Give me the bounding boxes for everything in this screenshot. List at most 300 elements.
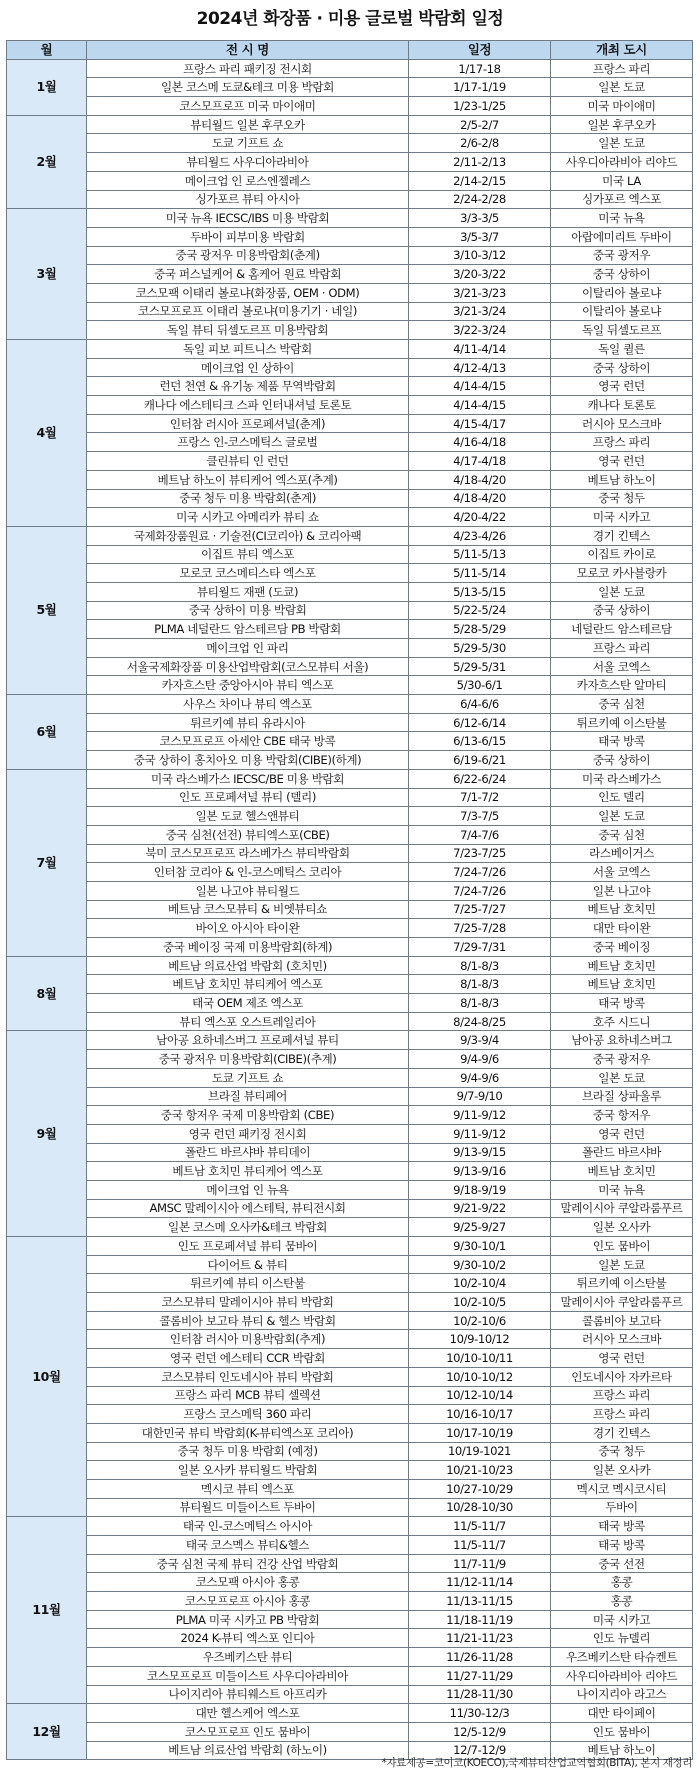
schedule-cell: 2/14-2/15 xyxy=(409,171,551,190)
schedule-cell: 4/23-4/26 xyxy=(409,526,551,545)
table-row xyxy=(7,657,693,676)
exhibition-name-cell: 독일 피보 피트니스 박람회 xyxy=(87,340,409,359)
table-row xyxy=(7,396,693,415)
schedule-cell: 5/30-6/1 xyxy=(409,676,551,695)
exhibition-name-cell: 중국 항저우 국제 미용박람회 (CBE) xyxy=(87,1106,409,1125)
city-cell: 사우디아라비아 리야드 xyxy=(551,1666,693,1685)
exhibition-name-cell: 중국 퍼스널케어 & 홈케어 원료 박람회 xyxy=(87,265,409,284)
exhibition-name-cell: 폴란드 바르샤바 뷰티데이 xyxy=(87,1143,409,1162)
table-row xyxy=(7,900,693,919)
exhibition-name-cell: 캐나다 에스테티크 스파 인터내셔널 토론토 xyxy=(87,396,409,415)
city-cell: 일본 도쿄 xyxy=(551,807,693,826)
table-row xyxy=(7,1629,693,1648)
city-cell: 카자흐스탄 알마티 xyxy=(551,676,693,695)
schedule-cell: 6/12-6/14 xyxy=(409,713,551,732)
city-cell: 독일 퀼른 xyxy=(551,340,693,359)
schedule-cell: 4/14-4/15 xyxy=(409,377,551,396)
schedule-cell: 7/29-7/31 xyxy=(409,938,551,957)
schedule-cell: 7/24-7/26 xyxy=(409,881,551,900)
city-cell: 프랑스 파리 xyxy=(551,59,693,78)
city-cell: 러시아 모스크바 xyxy=(551,414,693,433)
city-cell: 미국 LA xyxy=(551,171,693,190)
schedule-cell: 7/25-7/27 xyxy=(409,900,551,919)
city-cell: 모로코 카사블랑카 xyxy=(551,564,693,583)
table-row xyxy=(7,1124,693,1143)
table-row xyxy=(7,1106,693,1125)
month-cell: 7월 xyxy=(7,769,87,956)
schedule-cell: 11/30-12/3 xyxy=(409,1704,551,1723)
exhibition-name-cell: 대만 헬스케어 엑스포 xyxy=(87,1704,409,1723)
table-row xyxy=(7,377,693,396)
city-cell: 프랑스 파리 xyxy=(551,1386,693,1405)
schedule-cell: 10/2-10/4 xyxy=(409,1274,551,1293)
city-cell: 미국 시카고 xyxy=(551,1610,693,1629)
exhibition-name-cell: 코스모프로프 이태리 볼로냐(미용기기 · 네일) xyxy=(87,302,409,321)
exhibition-name-cell: 코스모프로프 미들이스트 사우디아라비아 xyxy=(87,1666,409,1685)
exhibition-name-cell: 코스모프로프 아세안 CBE 태국 방콕 xyxy=(87,732,409,751)
schedule-cell: 9/4-9/6 xyxy=(409,1068,551,1087)
exhibition-name-cell: 태국 OEM 제조 엑스포 xyxy=(87,994,409,1013)
table-row xyxy=(7,1648,693,1667)
city-cell: 콜롬비아 보고타 xyxy=(551,1311,693,1330)
city-cell: 멕시코 멕시코시티 xyxy=(551,1479,693,1498)
table-row xyxy=(7,358,693,377)
city-cell: 중국 항저우 xyxy=(551,1106,693,1125)
table-row xyxy=(7,545,693,564)
exhibition-name-cell: 영국 런던 에스테티 CCR 박람회 xyxy=(87,1349,409,1368)
exhibition-name-cell: 인터참 러시아 프로페셔널(춘계) xyxy=(87,414,409,433)
exhibition-name-cell: 도쿄 기프트 쇼 xyxy=(87,134,409,153)
exhibition-name-cell: 일본 오사카 뷰티월드 박람회 xyxy=(87,1461,409,1480)
city-cell: 베트남 하노이 xyxy=(551,1741,693,1760)
schedule-cell: 11/13-11/15 xyxy=(409,1592,551,1611)
schedule-cell: 2/24-2/28 xyxy=(409,190,551,209)
schedule-cell: 3/22-3/24 xyxy=(409,321,551,340)
city-cell: 베트남 호치민 xyxy=(551,975,693,994)
schedule-cell: 2/6-2/8 xyxy=(409,134,551,153)
schedule-cell: 4/15-4/17 xyxy=(409,414,551,433)
exhibition-name-cell: 북미 코스모프로프 라스베가스 뷰티박람회 xyxy=(87,844,409,863)
city-cell: 일본 도쿄 xyxy=(551,582,693,601)
month-cell: 4월 xyxy=(7,340,87,527)
schedule-cell: 1/17-1/19 xyxy=(409,78,551,97)
city-cell: 폴란드 바르샤바 xyxy=(551,1143,693,1162)
city-cell: 네덜란드 암스테르담 xyxy=(551,620,693,639)
table-row xyxy=(7,340,693,359)
table-row xyxy=(7,508,693,527)
city-cell: 호주 시드니 xyxy=(551,1012,693,1031)
table-row xyxy=(7,1068,693,1087)
exhibition-name-cell: 베트남 호치민 뷰티케어 엑스포 xyxy=(87,975,409,994)
month-cell: 1월 xyxy=(7,59,87,115)
table-row xyxy=(7,470,693,489)
table-row xyxy=(7,414,693,433)
exhibition-name-cell: 일본 코스메 오사카&테크 박람회 xyxy=(87,1218,409,1237)
table-row xyxy=(7,1722,693,1741)
schedule-cell: 11/5-11/7 xyxy=(409,1517,551,1536)
month-cell: 11월 xyxy=(7,1517,87,1704)
exhibition-name-cell: 중국 베이징 국제 미용박람회(하계) xyxy=(87,938,409,957)
schedule-cell: 2/11-2/13 xyxy=(409,153,551,172)
city-cell: 베트남 호치민 xyxy=(551,900,693,919)
city-cell: 미국 라스베가스 xyxy=(551,769,693,788)
table-row xyxy=(7,246,693,265)
exhibition-name-cell: 프랑스 파리 MCB 뷰티 셀렉션 xyxy=(87,1386,409,1405)
table-row xyxy=(7,881,693,900)
table-row xyxy=(7,1237,693,1256)
city-cell: 베트남 호치민 xyxy=(551,1162,693,1181)
exhibition-name-cell: 멕시코 뷰티 엑스포 xyxy=(87,1479,409,1498)
city-cell: 말레이시아 쿠알라룸푸르 xyxy=(551,1199,693,1218)
schedule-cell: 10/2-10/6 xyxy=(409,1311,551,1330)
exhibition-name-cell: 바이오 아시아 타이완 xyxy=(87,919,409,938)
city-cell: 영국 런던 xyxy=(551,452,693,471)
schedule-cell: 4/16-4/18 xyxy=(409,433,551,452)
table-row xyxy=(7,863,693,882)
table-row xyxy=(7,115,693,134)
schedule-cell: 11/5-11/7 xyxy=(409,1536,551,1555)
exhibition-name-cell: 미국 뉴욕 IECSC/IBS 미용 박람회 xyxy=(87,209,409,228)
schedule-cell: 6/4-6/6 xyxy=(409,695,551,714)
exhibition-name-cell: 런던 천연 & 유기농 제품 무역박람회 xyxy=(87,377,409,396)
city-cell: 일본 도쿄 xyxy=(551,1068,693,1087)
city-cell: 캐나다 토론토 xyxy=(551,396,693,415)
exhibition-name-cell: 브라질 뷰티페어 xyxy=(87,1087,409,1106)
table-row xyxy=(7,1349,693,1368)
table-row xyxy=(7,620,693,639)
table-row xyxy=(7,171,693,190)
table-row xyxy=(7,713,693,732)
city-cell: 인도 델리 xyxy=(551,788,693,807)
exhibition-name-cell: 남아공 요하네스버그 프로페셔널 뷰티 xyxy=(87,1031,409,1050)
table-row xyxy=(7,676,693,695)
table-row xyxy=(7,452,693,471)
city-cell: 경기 킨텍스 xyxy=(551,1423,693,1442)
table-row xyxy=(7,1386,693,1405)
schedule-cell: 8/1-8/3 xyxy=(409,975,551,994)
city-cell: 영국 런던 xyxy=(551,1124,693,1143)
city-cell: 이집트 카이로 xyxy=(551,545,693,564)
schedule-cell: 10/19-1021 xyxy=(409,1442,551,1461)
table-row xyxy=(7,59,693,78)
city-cell: 중국 심천 xyxy=(551,695,693,714)
city-cell: 아랍에미리트 두바이 xyxy=(551,227,693,246)
exhibition-name-cell: 코스모팩 아시아 홍콩 xyxy=(87,1573,409,1592)
exhibition-name-cell: 뷰티월드 미들이스트 두바이 xyxy=(87,1498,409,1517)
header-schedule: 일정 xyxy=(409,41,551,60)
exhibition-name-cell: 중국 상하이 미용 박람회 xyxy=(87,601,409,620)
exhibition-name-cell: 이집트 뷰티 엑스포 xyxy=(87,545,409,564)
schedule-cell: 4/11-4/14 xyxy=(409,340,551,359)
exhibition-name-cell: 메이크업 인 파리 xyxy=(87,639,409,658)
table-row xyxy=(7,1218,693,1237)
exhibition-name-cell: 뷰티월드 사우디아라비아 xyxy=(87,153,409,172)
city-cell: 브라질 상파울루 xyxy=(551,1087,693,1106)
schedule-cell: 11/28-11/30 xyxy=(409,1685,551,1704)
exhibition-name-cell: 중국 심천 국제 뷰티 건강 산업 박람회 xyxy=(87,1554,409,1573)
exhibition-name-cell: 사우스 차이나 뷰티 엑스포 xyxy=(87,695,409,714)
table-row xyxy=(7,1405,693,1424)
city-cell: 태국 방콕 xyxy=(551,994,693,1013)
exhibition-name-cell: 베트남 호치민 뷰티케어 엑스포 xyxy=(87,1162,409,1181)
table-row xyxy=(7,732,693,751)
exhibition-name-cell: 중국 청두 미용 박람회 (예정) xyxy=(87,1442,409,1461)
exhibition-name-cell: 우즈베키스탄 뷰티 xyxy=(87,1648,409,1667)
exhibition-name-cell: 인터참 코리아 & 인-코스메틱스 코리아 xyxy=(87,863,409,882)
city-cell: 우즈베키스탄 타슈켄트 xyxy=(551,1648,693,1667)
exhibition-name-cell: 일본 나고야 뷰티월드 xyxy=(87,881,409,900)
exhibition-name-cell: 중국 광저우 미용박람회(CIBE)(추계) xyxy=(87,1050,409,1069)
table-row xyxy=(7,1012,693,1031)
exhibition-name-cell: 인도 프로페셔널 뷰티 (델리) xyxy=(87,788,409,807)
schedule-cell: 3/3-3/5 xyxy=(409,209,551,228)
table-row xyxy=(7,1367,693,1386)
schedule-cell: 9/21-9/22 xyxy=(409,1199,551,1218)
city-cell: 경기 킨텍스 xyxy=(551,526,693,545)
schedule-cell: 11/7-11/9 xyxy=(409,1554,551,1573)
schedule-cell: 9/7-9/10 xyxy=(409,1087,551,1106)
city-cell: 인도 뉴델리 xyxy=(551,1629,693,1648)
exhibition-name-cell: 국제화장품원료 · 기술전(CI코리아) & 코리아팩 xyxy=(87,526,409,545)
schedule-cell: 11/26-11/28 xyxy=(409,1648,551,1667)
table-row xyxy=(7,78,693,97)
table-row xyxy=(7,564,693,583)
table-row xyxy=(7,938,693,957)
city-cell: 일본 오사카 xyxy=(551,1218,693,1237)
city-cell: 일본 후쿠오카 xyxy=(551,115,693,134)
table-row xyxy=(7,1330,693,1349)
city-cell: 싱가포르 엑스포 xyxy=(551,190,693,209)
schedule-cell: 5/11-5/13 xyxy=(409,545,551,564)
exhibition-name-cell: 다이어트 & 뷰티 xyxy=(87,1255,409,1274)
schedule-cell: 8/1-8/3 xyxy=(409,994,551,1013)
table-row xyxy=(7,283,693,302)
table-row xyxy=(7,97,693,116)
schedule-cell: 5/29-5/31 xyxy=(409,657,551,676)
city-cell: 중국 상하이 xyxy=(551,601,693,620)
schedule-cell: 12/7-12/9 xyxy=(409,1741,551,1760)
exhibition-name-cell: 인도 프로페셔널 뷰티 뭄바이 xyxy=(87,1237,409,1256)
city-cell: 남아공 요하네스버그 xyxy=(551,1031,693,1050)
schedule-cell: 10/10-10/12 xyxy=(409,1367,551,1386)
city-cell: 일본 나고야 xyxy=(551,881,693,900)
city-cell: 중국 선전 xyxy=(551,1554,693,1573)
exhibition-name-cell: 코스모뷰티 말레이시아 뷰티 박람회 xyxy=(87,1293,409,1312)
exhibition-name-cell: 인터참 러시아 미용박람회(추계) xyxy=(87,1330,409,1349)
city-cell: 중국 상하이 xyxy=(551,265,693,284)
month-cell: 2월 xyxy=(7,115,87,208)
schedule-cell: 1/23-1/25 xyxy=(409,97,551,116)
city-cell: 프랑스 파리 xyxy=(551,1405,693,1424)
table-row xyxy=(7,975,693,994)
table-row xyxy=(7,1704,693,1723)
schedule-cell: 9/13-9/15 xyxy=(409,1143,551,1162)
table-row xyxy=(7,844,693,863)
city-cell: 중국 청두 xyxy=(551,1442,693,1461)
table-row xyxy=(7,1517,693,1536)
header-month: 월 xyxy=(7,41,87,60)
exhibition-name-cell: 코스모프로프 미국 마이애미 xyxy=(87,97,409,116)
schedule-cell: 4/18-4/20 xyxy=(409,489,551,508)
month-cell: 3월 xyxy=(7,209,87,340)
table-row xyxy=(7,1461,693,1480)
table-row xyxy=(7,1685,693,1704)
exhibition-name-cell: 튀르키예 뷰티 이스탄불 xyxy=(87,1274,409,1293)
schedule-cell: 4/17-4/18 xyxy=(409,452,551,471)
table-row xyxy=(7,788,693,807)
exhibition-name-cell: 베트남 의료산업 박람회 (하노이) xyxy=(87,1741,409,1760)
table-body xyxy=(7,59,693,1760)
city-cell: 두바이 xyxy=(551,1498,693,1517)
schedule-cell: 9/11-9/12 xyxy=(409,1124,551,1143)
exhibition-name-cell: 서울국제화장품 미용산업박람회(코스모뷰티 서울) xyxy=(87,657,409,676)
exhibition-name-cell: 영국 런던 패키징 전시회 xyxy=(87,1124,409,1143)
table-row xyxy=(7,153,693,172)
city-cell: 태국 방콕 xyxy=(551,1517,693,1536)
city-cell: 튀르키예 이스탄불 xyxy=(551,1274,693,1293)
table-row xyxy=(7,227,693,246)
table-row xyxy=(7,265,693,284)
exhibition-name-cell: 미국 시카고 아메리카 뷰티 쇼 xyxy=(87,508,409,527)
exhibition-name-cell: 태국 인-코스메틱스 아시아 xyxy=(87,1517,409,1536)
schedule-cell: 3/21-3/23 xyxy=(409,283,551,302)
table-row xyxy=(7,1554,693,1573)
table-row xyxy=(7,751,693,770)
table-row xyxy=(7,1592,693,1611)
schedule-cell: 9/25-9/27 xyxy=(409,1218,551,1237)
schedule-cell: 11/27-11/29 xyxy=(409,1666,551,1685)
schedule-cell: 10/12-10/14 xyxy=(409,1386,551,1405)
schedule-cell: 4/12-4/13 xyxy=(409,358,551,377)
exhibition-name-cell: 베트남 의료산업 박람회 (호치민) xyxy=(87,956,409,975)
table-row xyxy=(7,1087,693,1106)
city-cell: 베트남 하노이 xyxy=(551,470,693,489)
table-row xyxy=(7,807,693,826)
city-cell: 일본 도쿄 xyxy=(551,134,693,153)
table-row xyxy=(7,1162,693,1181)
month-cell: 12월 xyxy=(7,1704,87,1760)
exhibition-name-cell: 중국 심천(선전) 뷰티엑스포(CBE) xyxy=(87,825,409,844)
schedule-cell: 10/16-10/17 xyxy=(409,1405,551,1424)
table-row xyxy=(7,695,693,714)
city-cell: 일본 오사카 xyxy=(551,1461,693,1480)
schedule-cell: 11/21-11/23 xyxy=(409,1629,551,1648)
city-cell: 독일 뒤셀도르프 xyxy=(551,321,693,340)
city-cell: 러시아 모스크바 xyxy=(551,1330,693,1349)
table-row xyxy=(7,321,693,340)
schedule-cell: 5/22-5/24 xyxy=(409,601,551,620)
exhibition-name-cell: 코스모팩 이태리 볼로냐(화장품, OEM · ODM) xyxy=(87,283,409,302)
city-cell: 미국 뉴욕 xyxy=(551,209,693,228)
schedule-cell: 8/24-8/25 xyxy=(409,1012,551,1031)
schedule-cell: 4/18-4/20 xyxy=(409,470,551,489)
header-city: 개최 도시 xyxy=(551,41,693,60)
city-cell: 일본 도쿄 xyxy=(551,1255,693,1274)
schedule-cell: 10/21-10/23 xyxy=(409,1461,551,1480)
table-row xyxy=(7,526,693,545)
exhibition-name-cell: 메이크업 인 로스엔젤레스 xyxy=(87,171,409,190)
city-cell: 대만 타이페이 xyxy=(551,1704,693,1723)
table-row xyxy=(7,190,693,209)
table-row xyxy=(7,1423,693,1442)
exhibition-name-cell: AMSC 말레이시아 에스테틱, 뷰티전시회 xyxy=(87,1199,409,1218)
schedule-cell: 6/13-6/15 xyxy=(409,732,551,751)
table-row xyxy=(7,209,693,228)
city-cell: 서울 코엑스 xyxy=(551,657,693,676)
schedule-cell: 3/10-3/12 xyxy=(409,246,551,265)
month-cell: 8월 xyxy=(7,956,87,1031)
exhibition-name-cell: 도쿄 기프트 쇼 xyxy=(87,1068,409,1087)
exhibition-name-cell: 미국 라스베가스 IECSC/BE 미용 박람회 xyxy=(87,769,409,788)
exhibition-name-cell: 독일 뷰티 뒤셀도르프 미용박람회 xyxy=(87,321,409,340)
schedule-cell: 9/30-10/1 xyxy=(409,1237,551,1256)
schedule-cell: 10/2-10/5 xyxy=(409,1293,551,1312)
exhibition-name-cell: 튀르키예 뷰티 유라시아 xyxy=(87,713,409,732)
schedule-cell: 3/20-3/22 xyxy=(409,265,551,284)
city-cell: 중국 상하이 xyxy=(551,751,693,770)
exhibition-name-cell: PLMA 미국 시카고 PB 박람회 xyxy=(87,1610,409,1629)
schedule-cell: 10/28-10/30 xyxy=(409,1498,551,1517)
city-cell: 인도네시아 자카르타 xyxy=(551,1367,693,1386)
city-cell: 베트남 호치민 xyxy=(551,956,693,975)
table-header-row xyxy=(7,41,693,60)
exhibition-name-cell: 두바이 피부미용 박람회 xyxy=(87,227,409,246)
exhibition-name-cell: 일본 코스메 도쿄&테크 미용 박람회 xyxy=(87,78,409,97)
schedule-cell: 5/29-5/30 xyxy=(409,639,551,658)
exhibition-name-cell: 싱가포르 뷰티 아시아 xyxy=(87,190,409,209)
table-row xyxy=(7,1479,693,1498)
header-exhibition: 전 시 명 xyxy=(87,41,409,60)
city-cell: 홍콩 xyxy=(551,1592,693,1611)
schedule-cell: 2/5-2/7 xyxy=(409,115,551,134)
exhibition-name-cell: 카자흐스탄 중앙아시아 뷰티 엑스포 xyxy=(87,676,409,695)
city-cell: 일본 도쿄 xyxy=(551,78,693,97)
table-row xyxy=(7,825,693,844)
exhibition-name-cell: 프랑스 파리 패키징 전시회 xyxy=(87,59,409,78)
schedule-cell: 9/11-9/12 xyxy=(409,1106,551,1125)
table-row xyxy=(7,582,693,601)
city-cell: 인도 뭄바이 xyxy=(551,1722,693,1741)
schedule-cell: 4/14-4/15 xyxy=(409,396,551,415)
exhibition-name-cell: 클린뷰티 인 런던 xyxy=(87,452,409,471)
schedule-cell: 7/23-7/25 xyxy=(409,844,551,863)
table-row xyxy=(7,1143,693,1162)
table-row xyxy=(7,1031,693,1050)
city-cell: 미국 뉴욕 xyxy=(551,1180,693,1199)
month-cell: 5월 xyxy=(7,526,87,694)
exhibition-name-cell: 뷰티 엑스포 오스트레일리아 xyxy=(87,1012,409,1031)
city-cell: 이탈리아 볼로냐 xyxy=(551,302,693,321)
city-cell: 프랑스 파리 xyxy=(551,433,693,452)
exhibition-name-cell: 대한민국 뷰티 박람회(K-뷰티엑스포 코리아) xyxy=(87,1423,409,1442)
city-cell: 대만 타이완 xyxy=(551,919,693,938)
schedule-cell: 5/13-5/15 xyxy=(409,582,551,601)
schedule-cell: 5/11-5/14 xyxy=(409,564,551,583)
exhibition-name-cell: 일본 도쿄 헬스앤뷰티 xyxy=(87,807,409,826)
city-cell: 미국 시카고 xyxy=(551,508,693,527)
city-cell: 사우디아라비아 리야드 xyxy=(551,153,693,172)
exhibition-name-cell: 코스모프로프 아시아 홍콩 xyxy=(87,1592,409,1611)
table-row xyxy=(7,1274,693,1293)
exhibition-name-cell: 태국 코스멕스 뷰티&헬스 xyxy=(87,1536,409,1555)
schedule-cell: 11/12-11/14 xyxy=(409,1573,551,1592)
exhibition-name-cell: 프랑스 코스메틱 360 파리 xyxy=(87,1405,409,1424)
table-row xyxy=(7,994,693,1013)
table-row xyxy=(7,1610,693,1629)
schedule-cell: 3/5-3/7 xyxy=(409,227,551,246)
exhibition-name-cell: 중국 광저우 미용박람회(춘계) xyxy=(87,246,409,265)
schedule-cell: 7/3-7/5 xyxy=(409,807,551,826)
